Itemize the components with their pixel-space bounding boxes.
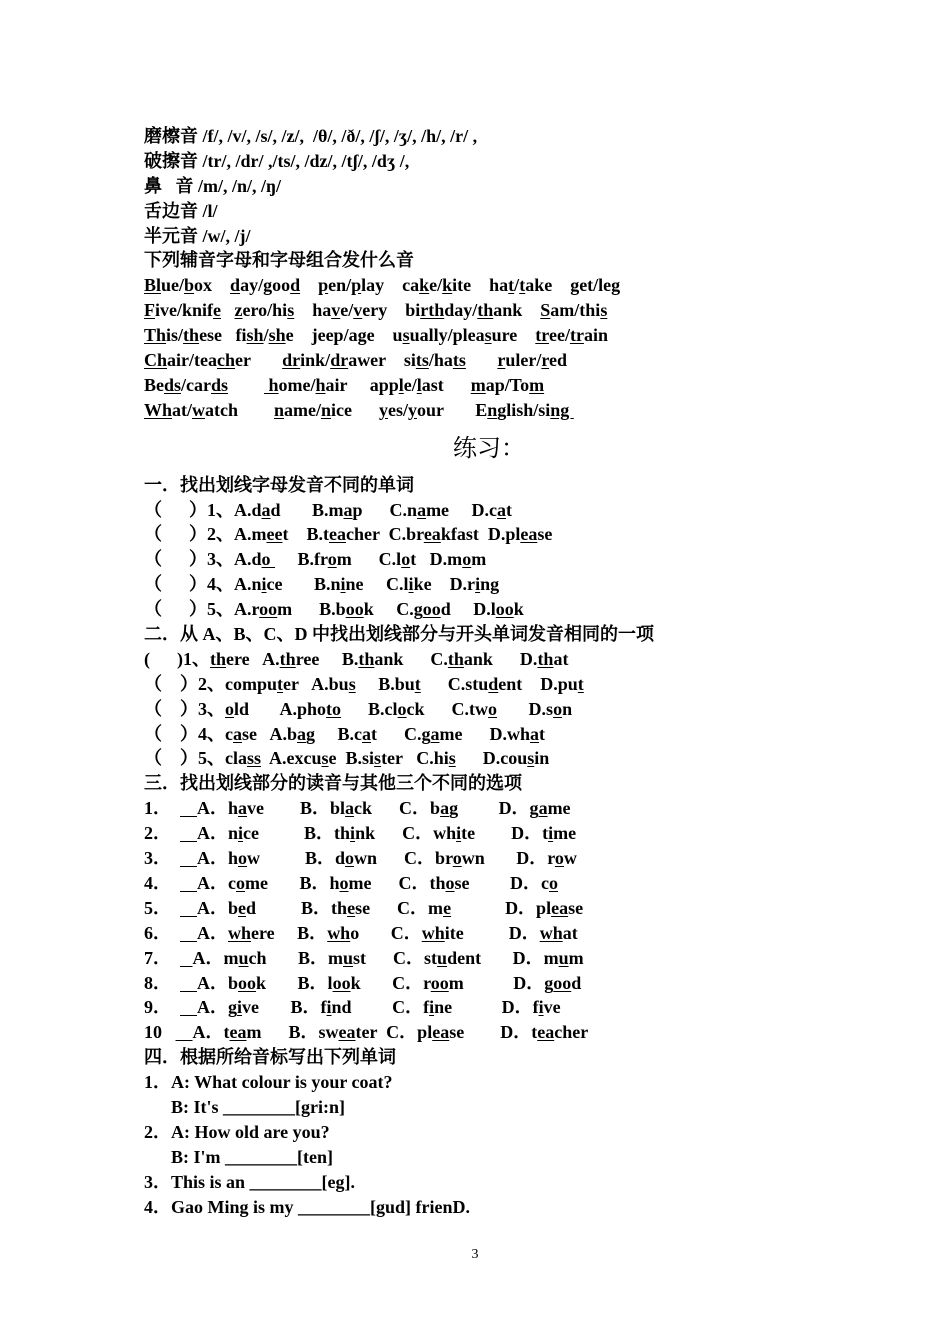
question-item: （ ）1、A.dad B.map C.name D.cat [144, 499, 513, 520]
question-item: 5． A．bed B．these C．me D．please [144, 897, 584, 918]
consonant-groups [144, 124, 844, 248]
word-row: This/these fish/she jeep/age usually/pleasure tree/train [144, 325, 608, 346]
section-3 [144, 771, 844, 1045]
word-row: What/watch name/nice yes/your English/sing [144, 399, 574, 420]
word-rows [144, 273, 844, 422]
question-item: （ ）5、class A.excuse B.sister C.his D.cousin [144, 748, 550, 769]
practice-title: 练习： [453, 433, 525, 462]
question-item: 4．Gao Ming is my ________[gud] frienD. [144, 1196, 470, 1217]
question-item: （ ）2、computer A.bus B.but C.student D.put [144, 673, 584, 694]
consonant-group-line: 鼻 音 /m/, /n/, /ŋ/ [144, 175, 282, 196]
question-item: 2．A: How old are you? [144, 1121, 330, 1142]
question-item: 1．A: What colour is your coat? [144, 1072, 393, 1093]
question-item: （ ）4、case A.bag B.cat C.game D.what [144, 723, 546, 744]
section-4 [144, 1045, 844, 1219]
section-heading: 一．找出划线字母发音不同的单词 [144, 474, 414, 495]
consonant-group-line: 磨檫音 /f/, /v/, /s/, /z/, /θ/, /ð/, /ʃ/, /ʒ/, /h/, /r/ , [144, 126, 478, 146]
section-1 [144, 473, 844, 622]
question-item: 1． A．have B．black C．bag D．game [144, 798, 571, 819]
document-page [144, 124, 844, 1219]
question-item: 9． A．give B．find C．fine D．five [144, 997, 561, 1018]
question-item: 2． A．nice B．think C．white D．time [144, 823, 577, 844]
page-number: 3 [471, 1247, 479, 1262]
word-row: Five/knife zero/his have/very birthday/thank Sam/this [144, 300, 608, 321]
question-item: B: I'm ________[ten] [144, 1146, 333, 1167]
question-item: 7． A．much B．must C．student D．mum [144, 947, 584, 968]
consonant-group-line: 舌边音 /l/ [144, 200, 218, 221]
question-item: （ ）3、A.do B.from C.lot D.mom [144, 549, 487, 570]
question-item: B: It's ________[gri:n] [144, 1096, 345, 1117]
word-row: Beds/cards home/hair apple/last map/Tom [144, 374, 545, 395]
question-item: （ ）2、A.meet B.teacher C.breakfast D.please [144, 524, 553, 545]
question-item: 4． A．come B．home C．those D．co [144, 872, 558, 893]
section-heading: 二．从 A、B、C、D 中找出划线部分与开头单词发音相同的一项 [144, 624, 655, 645]
question-item: （ ）5、A.room B.book C.good D.look [144, 599, 524, 620]
word-row: Chair/teacher drink/drawer sits/hats ruler/red [144, 350, 568, 371]
section-heading: 三．找出划线部分的读音与其他三个不同的选项 [144, 773, 522, 794]
question-item: ( )1、there A.three B.thank C.thank D.that [144, 648, 569, 669]
section-heading: 四．根据所给音标写出下列单词 [144, 1047, 396, 1068]
question-item: 3． A．how B．down C．brown D．row [144, 848, 577, 869]
section-2 [144, 622, 844, 771]
consonant-group-line: 破擦音 /tr/, /dr/ ,/ts/, /dz/, /tʃ/, /dʒ /, [144, 150, 410, 171]
question-item: 6． A．where B．who C．white D．what [144, 922, 578, 943]
intro-question: 下列辅音字母和字母组合发什么音 [144, 250, 414, 271]
word-row: Blue/box day/good pen/play cake/kite hat/take get/leg [144, 275, 621, 296]
question-item: （ ）3、old A.photo B.clock C.two D.son [144, 698, 573, 719]
question-item: 8． A．book B．look C．room D．good [144, 972, 582, 993]
consonant-group-line: 半元音 /w/, /j/ [144, 225, 251, 246]
question-item: 3．This is an ________[eg]. [144, 1171, 356, 1192]
question-item: 10 A．team B．sweater C．please D．teacher [144, 1022, 589, 1043]
question-item: （ ）4、A.nice B.nine C.like D.ring [144, 574, 500, 595]
